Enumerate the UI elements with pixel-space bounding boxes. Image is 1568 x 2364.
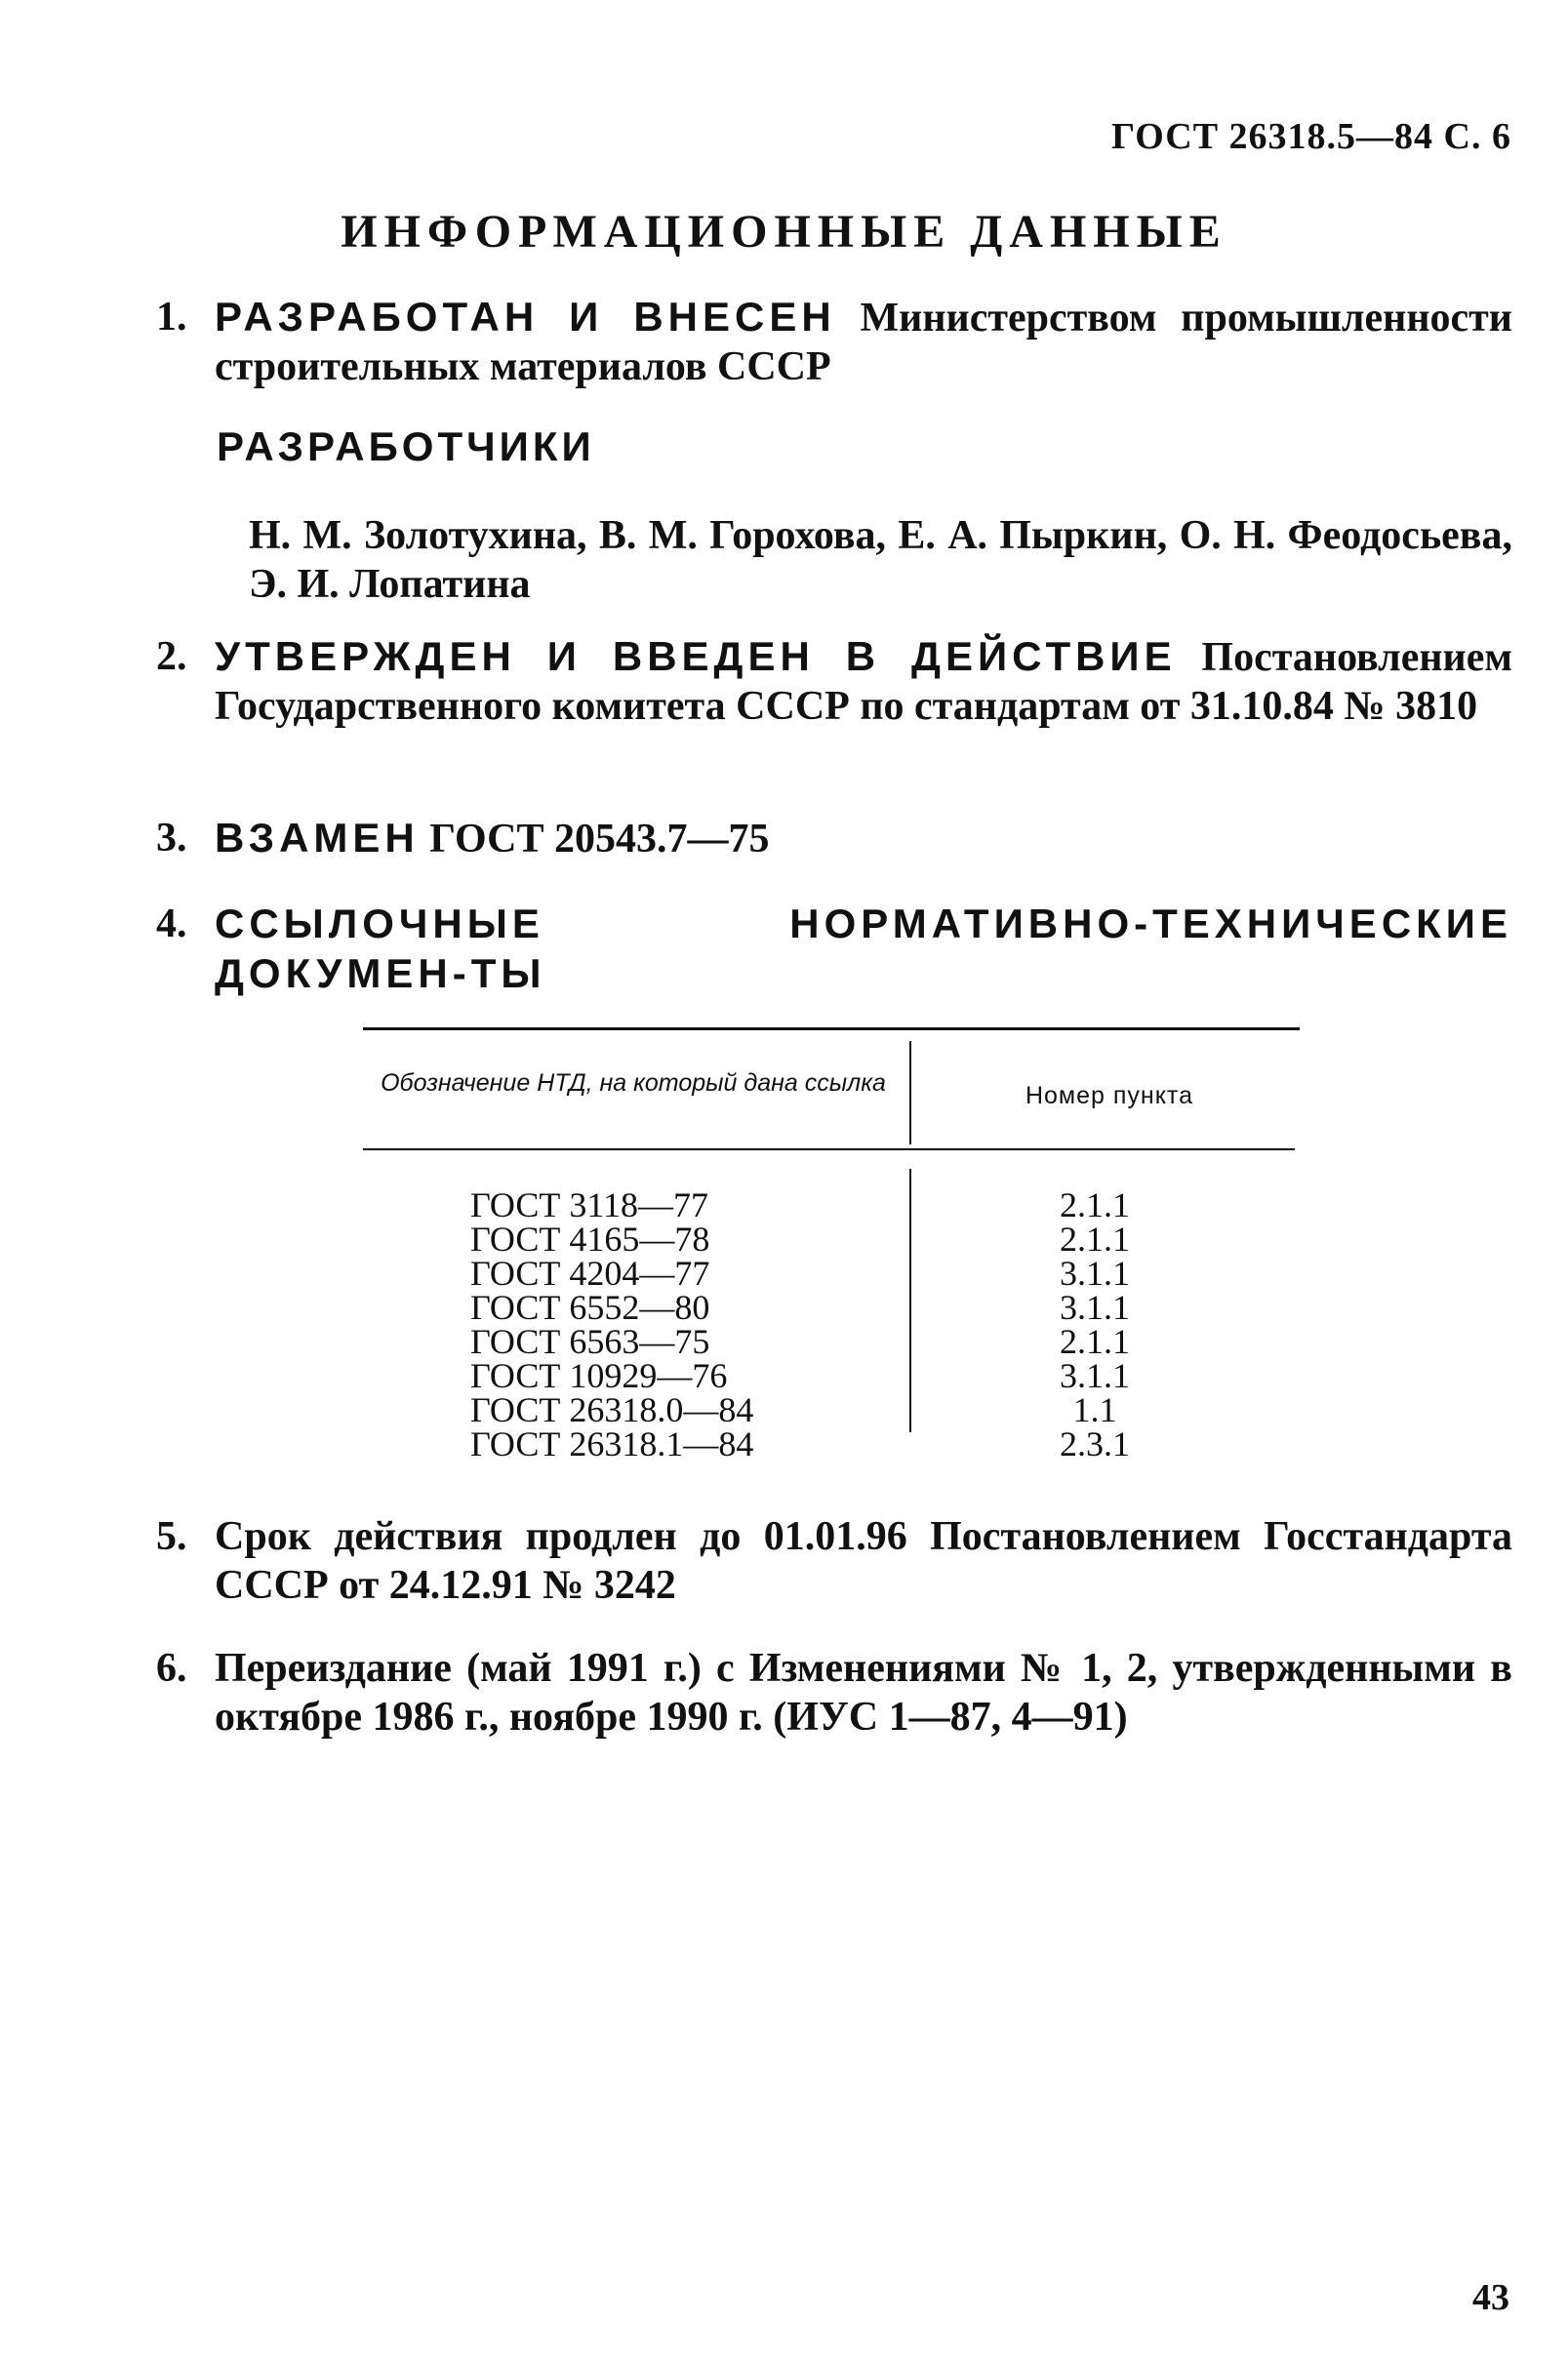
item-6 (156, 1644, 1512, 1742)
table-header-rule (363, 1148, 1295, 1150)
table-cell-clause: 3.1.1 (1060, 1356, 1130, 1395)
table-cell-clause: 3.1.1 (1060, 1254, 1130, 1293)
table-top-rule (363, 1027, 1300, 1030)
table-cell-designation: ГОСТ 6552—80 (470, 1288, 710, 1327)
table-header-designation: Обозначение НТД, на который дана ссылка (381, 1069, 886, 1097)
item-lead: УТВЕРЖДЕН И ВВЕДЕН В ДЕЙСТВИЕ (215, 633, 1177, 679)
item-number: 1. (156, 295, 187, 340)
item-text: ГОСТ 20543.7—75 (429, 817, 770, 861)
item-2 (156, 632, 1512, 731)
table-cell-designation: ГОСТ 4165—78 (470, 1220, 710, 1259)
item-number: 3. (156, 816, 187, 861)
table-cell-clause: 2.1.1 (1060, 1185, 1130, 1224)
item-5 (156, 1512, 1512, 1610)
item-number: 2. (156, 634, 187, 679)
table-cell-designation: ГОСТ 26318.1—84 (470, 1424, 754, 1463)
item-number: 4. (156, 902, 187, 946)
item-number: 6. (156, 1646, 187, 1691)
developers-names: Н. М. Золотухина, В. М. Горохова, Е. А. Пыркин, О. Н. Феодосьева, Э. И. Лопатина (249, 513, 1512, 607)
table-cell-clause: 2.3.1 (1060, 1424, 1130, 1463)
table-column-divider (909, 1169, 911, 1432)
item-3 (156, 814, 1512, 863)
table-column-divider (909, 1041, 911, 1144)
table-header-clause: Номер пункта (1025, 1082, 1194, 1109)
item-text: Министерством промышленности строительных материалов СССР (215, 296, 1512, 389)
table-cell-clause: 3.1.1 (1060, 1288, 1130, 1327)
item-body (215, 900, 1512, 999)
item-lead: РАЗРАБОТАН И ВНЕСЕН (215, 294, 836, 340)
page-number: 43 (1472, 2277, 1509, 2318)
item-4 (156, 900, 1512, 999)
item-number: 5. (156, 1514, 187, 1559)
item-body (215, 814, 1512, 863)
table-column-clause (997, 1185, 1192, 1463)
item-text: Постановлением Государственного комитета СССР по стандартам от 31.10.84 № 3810 (215, 635, 1513, 729)
item-lead: ССЫЛОЧНЫЕ НОРМАТИВНО-ТЕХНИЧЕСКИЕ ДОКУМЕН-ТЫ (215, 901, 1512, 996)
item-body (215, 293, 1512, 391)
developers-heading: РАЗРАБОТЧИКИ (217, 423, 595, 469)
item-body: Переиздание (май 1991 г.) с Изменениями № 1, 2, утвержденными в октябре 1986 г., ноябре 1990 г. (ИУС 1—87, 4—91) (215, 1646, 1512, 1740)
table-cell-designation: ГОСТ 3118—77 (470, 1185, 709, 1224)
item-body: Срок действия продлен до 01.01.96 Постановлением Госстандарта СССР от 24.12.91 № 3242 (215, 1514, 1512, 1608)
table-cell-clause: 1.1 (1072, 1390, 1117, 1429)
table-cell-clause: 2.1.1 (1060, 1220, 1130, 1259)
item-body (215, 632, 1512, 731)
table-cell-designation: ГОСТ 10929—76 (470, 1356, 728, 1395)
table-column-designation (470, 1185, 754, 1463)
item-lead: ВЗАМЕН (215, 815, 420, 861)
table-cell-designation: ГОСТ 4204—77 (470, 1254, 710, 1293)
table-cell-clause: 2.1.1 (1060, 1322, 1130, 1361)
table-cell-designation: ГОСТ 6563—75 (470, 1322, 710, 1361)
page-header: ГОСТ 26318.5—84 С. 6 (1111, 116, 1511, 157)
table-cell-designation: ГОСТ 26318.0—84 (470, 1390, 754, 1429)
item-1 (156, 293, 1512, 391)
reference-table (363, 1027, 1300, 1463)
document-title: ИНФОРМАЦИОННЫЕ ДАННЫЕ (341, 206, 1227, 258)
